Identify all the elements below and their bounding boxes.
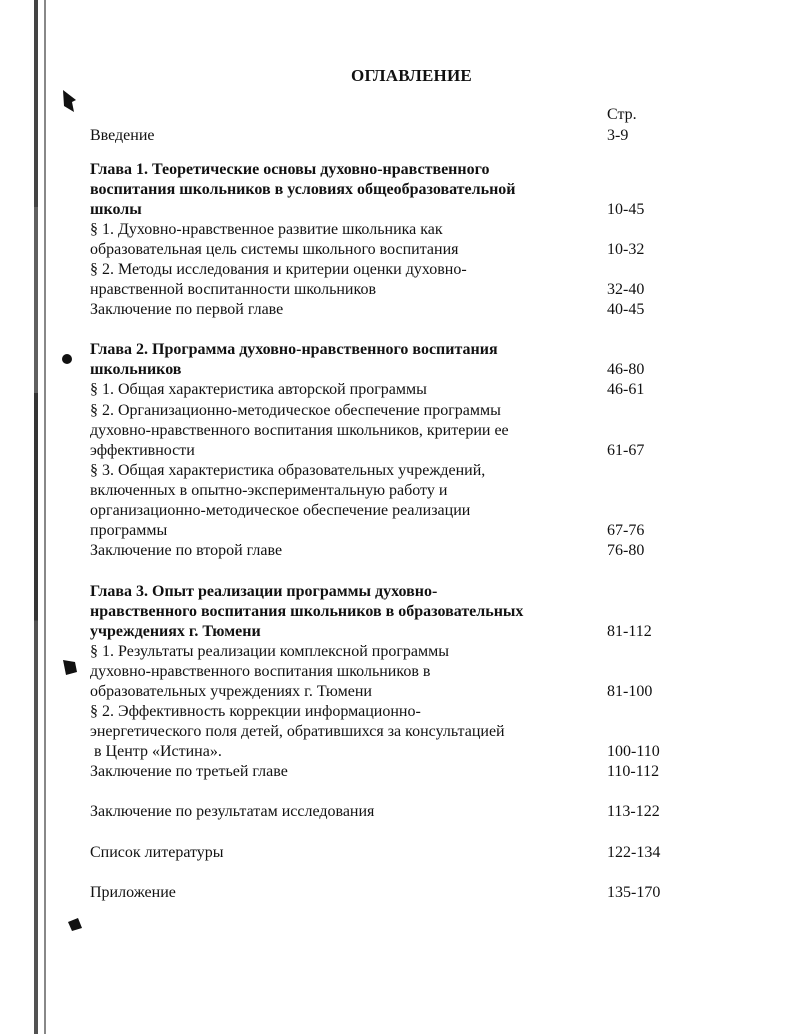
toc-page-concl-ch2: 76-80 <box>607 542 645 559</box>
toc-section-2-1: § 1. Общая характеристика авторской программы <box>90 381 427 398</box>
toc-section-3-1: § 1. Результаты реализации комплексной программы духовно-нравственного воспитания школьников в образовательных учреждениях г. Тюмени <box>90 643 450 700</box>
toc-page-ch3: 81-112 <box>607 623 652 640</box>
toc-conclusion-ch2: Заключение по второй главе <box>90 542 283 559</box>
toc-section-2-3: § 3. Общая характеристика образовательных учреждений, включенных в опытно-экспериментальную работу и организационно-методическое обеспечение реализации программы <box>90 462 486 539</box>
toc-page-3-2: 100-110 <box>607 743 660 760</box>
toc-page-final-conclusion: 113-122 <box>607 803 660 820</box>
toc-page-appendix: 135-170 <box>607 884 661 901</box>
page-title: ОГЛАВЛЕНИЕ <box>351 66 472 85</box>
toc-page-ch2: 46-80 <box>607 361 645 378</box>
pages-column-header: Стр. <box>607 106 637 123</box>
scan-mark <box>60 352 74 366</box>
toc-conclusion-ch3: Заключение по третьей главе <box>90 763 288 780</box>
toc-chapter-3-title: Глава 3. Опыт реализации программы духовно- нравственного воспитания школьников в образовательных учреждениях г. Тюмени <box>90 583 524 640</box>
toc-page-3-1: 81-100 <box>607 683 653 700</box>
toc-page-intro: 3-9 <box>607 127 629 144</box>
toc-page-2-1: 46-61 <box>607 381 645 398</box>
toc-section-1-1: § 1. Духовно-нравственное развитие школьника как образовательная цель системы школьного воспитания <box>90 221 459 258</box>
toc-conclusion-ch1: Заключение по первой главе <box>90 301 284 318</box>
toc-chapter-1-title: Глава 1. Теоретические основы духовно-нравственного воспитания школьников в условиях общеобразовательной школы <box>90 161 516 218</box>
toc-entry-final-conclusion: Заключение по результатам исследования <box>90 803 375 820</box>
toc-page-concl-ch1: 40-45 <box>607 301 645 318</box>
toc-section-3-2: § 2. Эффективность коррекции информационно- энергетического поля детей, обратившихся за консультацией в Центр «Истина». <box>90 703 505 760</box>
toc-entry-appendix: Приложение <box>90 884 176 901</box>
scan-mark <box>66 916 86 934</box>
toc-section-1-2: § 2. Методы исследования и критерии оценки духовно- нравственной воспитанности школьников <box>90 261 467 298</box>
toc-page-references: 122-134 <box>607 844 661 861</box>
toc-section-2-2: § 2. Организационно-методическое обеспечение программы духовно-нравственного воспитания школьников, критерии ее эффективности <box>90 402 509 459</box>
toc-page-ch1: 10-45 <box>607 201 645 218</box>
scan-edge-artifact-2 <box>44 0 46 1034</box>
scan-mark <box>60 656 80 678</box>
toc-page-2-2: 61-67 <box>607 442 645 459</box>
toc-entry-references: Список литературы <box>90 844 224 861</box>
toc-page-1-1: 10-32 <box>607 241 645 258</box>
toc-entry-intro: Введение <box>90 127 155 144</box>
toc-page-1-2: 32-40 <box>607 281 645 298</box>
toc-page-concl-ch3: 110-112 <box>607 763 660 780</box>
toc-page-2-3: 67-76 <box>607 522 645 539</box>
scan-edge-artifact <box>34 0 38 1034</box>
toc-chapter-2-title: Глава 2. Программа духовно-нравственного воспитания школьников <box>90 341 498 378</box>
scan-mark <box>60 88 82 114</box>
